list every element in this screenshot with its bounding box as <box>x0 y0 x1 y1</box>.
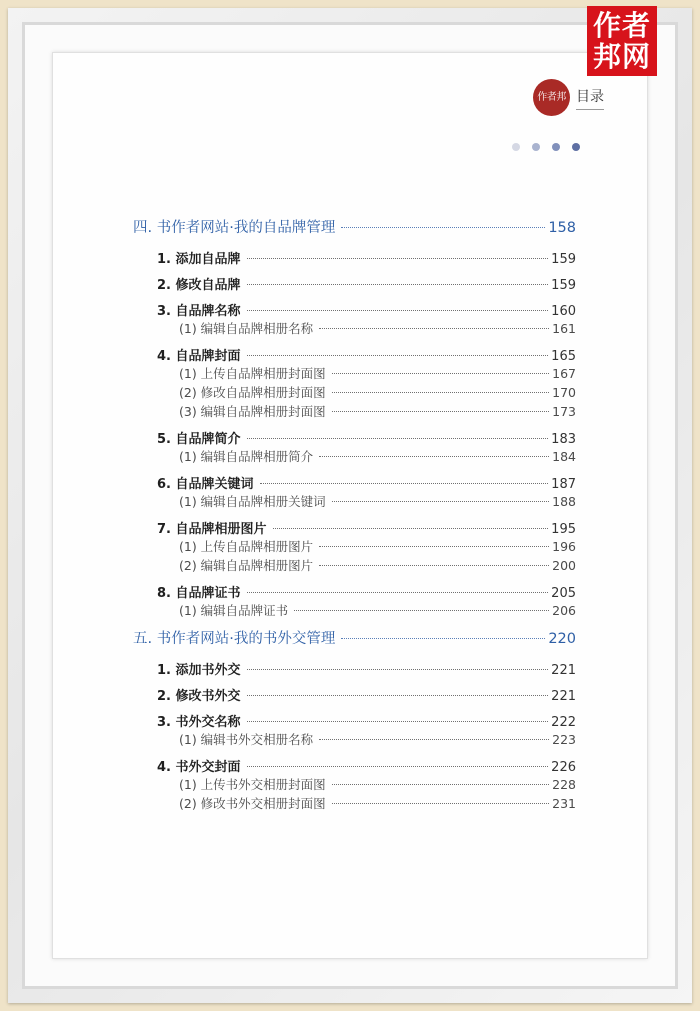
dot-leader <box>247 355 549 356</box>
toc-entry-label: 1. 添加自品牌 <box>157 252 241 267</box>
toc-entry-label: 四. 书作者网站·我的自品牌管理 <box>133 220 336 236</box>
dot-leader <box>247 310 549 311</box>
toc-entry-section[interactable] <box>133 685 576 704</box>
toc-entry-sub[interactable] <box>133 556 576 575</box>
site-logo[interactable] <box>587 6 657 76</box>
dot-leader <box>319 565 549 566</box>
toc-entry-label: 4. 自品牌封面 <box>157 349 241 364</box>
dot-leader <box>247 695 549 696</box>
brand-seal-icon: 作者邦 <box>533 79 570 116</box>
toc-entry-label: 2. 修改书外交 <box>157 689 241 704</box>
toc-entry-label: 8. 自品牌证书 <box>157 586 241 601</box>
toc-entry-page: 161 <box>552 321 576 336</box>
toc-entry-section[interactable] <box>133 428 576 447</box>
toc-entry-section[interactable] <box>133 248 576 267</box>
toc-entry-label: (1) 上传自品牌相册图片 <box>179 539 314 554</box>
logo-line-1: 作者 <box>592 9 651 42</box>
dot-leader <box>332 411 549 412</box>
dot-leader <box>319 546 549 547</box>
dot-leader <box>332 784 549 785</box>
toc-entry-page: 205 <box>551 586 576 601</box>
toc-entry-label: 1. 添加书外交 <box>157 663 241 678</box>
toc-entry-sub[interactable] <box>133 319 576 338</box>
toc-entry-page: 221 <box>551 689 576 704</box>
toc-entry-page: 226 <box>551 760 576 775</box>
toc-entry-sub[interactable] <box>133 794 576 813</box>
toc-entry-page: 187 <box>551 477 576 492</box>
toc-entry-label: 2. 修改自品牌 <box>157 278 241 293</box>
toc-entry-page: 170 <box>552 385 576 400</box>
toc-entry-sub[interactable] <box>133 383 576 402</box>
toc-entry-label: (1) 编辑自品牌证书 <box>179 603 289 618</box>
pager-dot[interactable] <box>572 143 580 151</box>
toc-entry-page: 206 <box>552 603 576 618</box>
dot-leader <box>247 592 549 593</box>
toc-entry-page: 231 <box>552 796 576 811</box>
toc-entry-label: 7. 自品牌相册图片 <box>157 522 267 537</box>
toc-entry-section[interactable] <box>133 473 576 492</box>
toc-entry-page: 184 <box>552 449 576 464</box>
toc-entry-page: 173 <box>552 404 576 419</box>
toc-entry-sub[interactable] <box>133 447 576 466</box>
toc-entry-label: (1) 上传书外交相册封面图 <box>179 777 326 792</box>
dot-leader <box>247 766 549 767</box>
toc-entry-page: 220 <box>548 631 576 647</box>
dot-leader <box>247 284 549 285</box>
toc-entry-sub[interactable] <box>133 402 576 421</box>
toc-entry-label: (2) 修改书外交相册封面图 <box>179 796 326 811</box>
dot-leader <box>332 373 549 374</box>
dot-leader <box>273 528 549 529</box>
toc-entry-section[interactable] <box>133 756 576 775</box>
toc-entry-sub[interactable] <box>133 364 576 383</box>
toc-entry-page: 188 <box>552 494 576 509</box>
dot-leader <box>319 739 549 740</box>
toc-entry-page: 183 <box>551 432 576 447</box>
toc-entry-page: 221 <box>551 663 576 678</box>
toc-entry-section[interactable] <box>133 582 576 601</box>
dot-leader <box>332 803 549 804</box>
dot-leader <box>319 328 549 329</box>
toc-entry-sub[interactable] <box>133 537 576 556</box>
dot-leader <box>332 392 549 393</box>
dot-leader <box>332 501 549 502</box>
table-of-contents <box>133 216 576 813</box>
toc-entry-page: 195 <box>551 522 576 537</box>
toc-entry-page: 167 <box>552 366 576 381</box>
toc-entry-label: (1) 编辑书外交相册名称 <box>179 732 314 747</box>
dot-leader <box>247 438 549 439</box>
toc-entry-page: 196 <box>552 539 576 554</box>
toc-entry-section[interactable] <box>133 300 576 319</box>
toc-entry-section[interactable] <box>133 345 576 364</box>
toc-entry-part[interactable] <box>133 627 576 651</box>
toc-entry-label: 五. 书作者网站·我的书外交管理 <box>133 631 336 647</box>
toc-entry-sub[interactable] <box>133 775 576 794</box>
dot-leader <box>247 721 549 722</box>
toc-entry-page: 223 <box>552 732 576 747</box>
toc-entry-page: 158 <box>548 220 576 236</box>
toc-entry-page: 159 <box>551 278 576 293</box>
toc-entry-page: 159 <box>551 252 576 267</box>
dot-leader <box>247 258 549 259</box>
toc-entry-page: 160 <box>551 304 576 319</box>
toc-entry-sub[interactable] <box>133 492 576 511</box>
toc-entry-label: (2) 修改自品牌相册封面图 <box>179 385 326 400</box>
pager-dot[interactable] <box>552 143 560 151</box>
toc-entry-section[interactable] <box>133 711 576 730</box>
toc-entry-label: (2) 编辑自品牌相册图片 <box>179 558 314 573</box>
toc-entry-part[interactable] <box>133 216 576 240</box>
toc-entry-page: 165 <box>551 349 576 364</box>
toc-entry-label: (1) 编辑自品牌相册名称 <box>179 321 314 336</box>
pager-dot[interactable] <box>532 143 540 151</box>
toc-entry-label: 4. 书外交封面 <box>157 760 241 775</box>
toc-entry-page: 228 <box>552 777 576 792</box>
toc-entry-sub[interactable] <box>133 730 576 749</box>
toc-entry-section[interactable] <box>133 518 576 537</box>
pager-dots <box>512 143 580 151</box>
toc-entry-label: (1) 编辑自品牌相册简介 <box>179 449 314 464</box>
logo-line-2: 邦网 <box>592 40 651 73</box>
toc-entry-label: (1) 上传自品牌相册封面图 <box>179 366 326 381</box>
dot-leader <box>260 483 549 484</box>
toc-entry-label: (3) 编辑自品牌相册封面图 <box>179 404 326 419</box>
toc-entry-section[interactable] <box>133 659 576 678</box>
dot-leader <box>294 610 549 611</box>
pager-dot[interactable] <box>512 143 520 151</box>
toc-entry-label: 6. 自品牌关键词 <box>157 477 254 492</box>
toc-entry-label: 3. 书外交名称 <box>157 715 241 730</box>
dot-leader <box>247 669 549 670</box>
dot-leader <box>341 638 545 639</box>
toc-entry-page: 222 <box>551 715 576 730</box>
dot-leader <box>319 456 549 457</box>
toc-entry-label: (1) 编辑自品牌相册关键词 <box>179 494 326 509</box>
toc-entry-page: 200 <box>552 558 576 573</box>
toc-entry-sub[interactable] <box>133 601 576 620</box>
page-title: 目录 <box>576 86 604 110</box>
toc-entry-label: 3. 自品牌名称 <box>157 304 241 319</box>
toc-entry-label: 5. 自品牌简介 <box>157 432 241 447</box>
dot-leader <box>341 227 545 228</box>
toc-entry-section[interactable] <box>133 274 576 293</box>
